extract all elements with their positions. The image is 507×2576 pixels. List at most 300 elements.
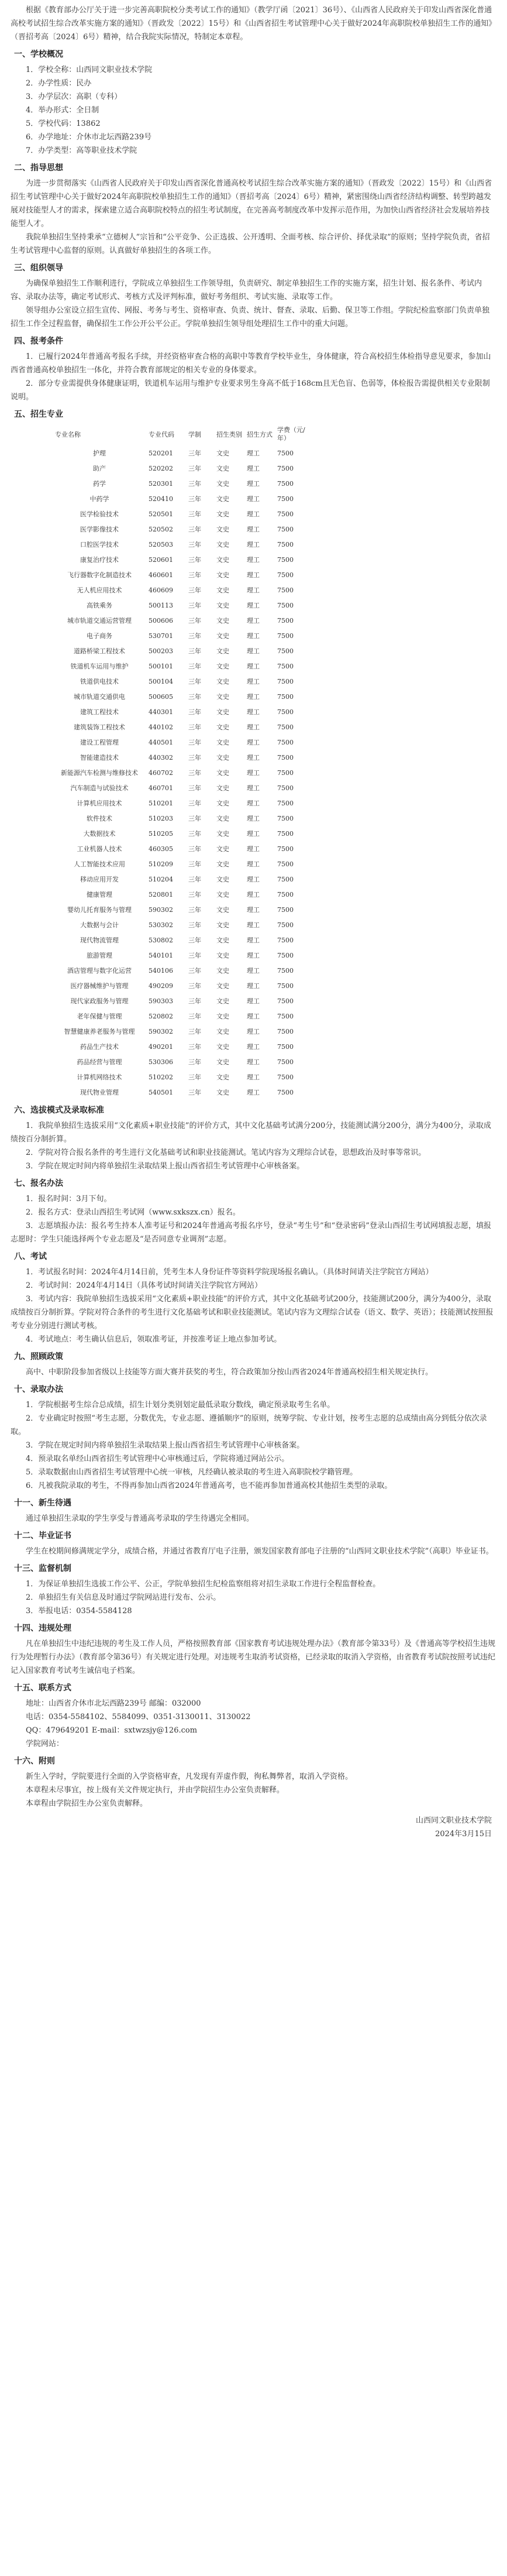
table-cell: 500605	[149, 692, 173, 701]
table-cell: 7500	[277, 632, 294, 640]
table-cell: 文史	[216, 632, 229, 640]
header-cell: 学费（元/年）	[277, 426, 305, 442]
table-cell: 7500	[277, 951, 294, 959]
table-cell: 理工	[247, 1058, 260, 1066]
table-cell: 理工	[247, 997, 260, 1005]
table-cell: 7500	[277, 464, 294, 472]
table-cell: 理工	[247, 800, 260, 807]
table-cell: 计算机应用技术	[77, 800, 122, 807]
table-cell: 7500	[277, 753, 294, 762]
section-benefits	[11, 1497, 496, 1525]
table-cell: 文史	[216, 495, 229, 503]
table-cell: 460601	[149, 571, 173, 579]
table-cell: 460702	[149, 769, 173, 777]
table-cell: 7500	[277, 495, 294, 503]
table-cell: 7500	[277, 586, 294, 594]
table-cell: 文史	[216, 937, 229, 944]
header-cell: 招生类别	[216, 431, 242, 438]
table-cell: 7500	[277, 692, 294, 701]
table-cell: 三年	[188, 1043, 201, 1051]
table-cell: 文史	[216, 663, 229, 670]
table-cell: 530802	[149, 936, 173, 944]
table-cell: 三年	[188, 739, 201, 746]
table-cell: 7500	[277, 601, 294, 609]
table-cell: 建筑装饰工程技术	[74, 723, 125, 731]
table-cell: 文史	[216, 891, 229, 898]
table-row	[53, 674, 315, 689]
table-row	[53, 643, 315, 658]
table-cell: 理工	[247, 876, 260, 883]
table-cell: 电子商务	[87, 632, 112, 640]
table-cell: 三年	[188, 952, 201, 959]
table-cell: 460305	[149, 845, 173, 853]
table-cell: 三年	[188, 1013, 201, 1020]
paragraph: 2．部分专业需提供身体健康证明，铁道机车运用与维护专业要求男生身高不低于168cm且无色盲、色弱等，体检报告需提供相关专业限制说明。	[11, 379, 490, 402]
table-row	[53, 765, 315, 780]
table-cell: 三年	[188, 769, 201, 777]
table-cell: 理工	[247, 678, 260, 685]
table-row	[53, 476, 315, 491]
section-supplementary	[11, 1755, 496, 1810]
table-cell: 康复治疗技术	[80, 556, 119, 564]
table-cell: 510203	[149, 814, 173, 822]
table-cell: 三年	[188, 1089, 201, 1096]
table-cell: 理工	[247, 541, 260, 548]
table-cell: 建筑工程技术	[80, 708, 119, 716]
paragraph: 3．学院在规定时间内将单独招生录取结果上报山西省招生考试管理中心审核备案。	[26, 1162, 305, 1171]
table-cell: 文史	[216, 450, 229, 457]
table-cell: 7500	[277, 555, 294, 564]
table-cell: 新能源汽车检测与维修技术	[61, 769, 138, 777]
table-cell: 文史	[216, 815, 229, 822]
table-cell: 理工	[247, 708, 260, 716]
table-cell: 文史	[216, 617, 229, 625]
table-row	[53, 872, 315, 887]
table-cell: 三年	[188, 708, 201, 716]
section-guiding-ideology	[11, 162, 496, 258]
table-cell: 文史	[216, 769, 229, 777]
table-cell: 三年	[188, 906, 201, 914]
table-cell: 7500	[277, 647, 294, 655]
majors-table-body	[53, 445, 315, 1100]
table-cell: 药品经营与管理	[77, 1058, 122, 1066]
table-cell: 文史	[216, 1089, 229, 1096]
table-cell: 三年	[188, 526, 201, 533]
table-cell: 三年	[188, 556, 201, 564]
table-cell: 高铁乘务	[87, 602, 112, 609]
table-row	[53, 1085, 315, 1100]
table-cell: 文史	[216, 952, 229, 959]
table-cell: 7500	[277, 540, 294, 548]
table-cell: 7500	[277, 1042, 294, 1051]
paragraph: 3．考试内容：我院单独招生选拔采用“文化素质+职业技能”的评价方式，其中文化基础考试200分，技能测试200分，满分为400分，录取成绩按百分制折算。学院对符合条件的考生进行文化基础考试和职业技能测试。笔试内容为文理综合试卷（语文、数学、英语）；技能测试按照报考专业分别进行测试考核。	[11, 1295, 494, 1330]
table-cell: 理工	[247, 815, 260, 822]
table-cell: 三年	[188, 921, 201, 929]
table-cell: 510201	[149, 799, 173, 807]
table-cell: 文史	[216, 739, 229, 746]
table-cell: 理工	[247, 967, 260, 975]
list-item: 7．办学类型：高等职业技术学院	[26, 146, 137, 155]
section-organization	[11, 262, 496, 331]
table-cell: 理工	[247, 480, 260, 488]
table-cell: 520410	[149, 495, 173, 503]
table-row	[53, 1069, 315, 1085]
table-cell: 计算机网络技术	[77, 1073, 122, 1081]
table-cell: 酒店管理与数字化运营	[67, 967, 132, 975]
table-cell: 7500	[277, 616, 294, 625]
table-cell: 文史	[216, 541, 229, 548]
table-cell: 理工	[247, 450, 260, 457]
table-row	[53, 1054, 315, 1069]
table-row	[53, 963, 315, 978]
table-cell: 理工	[247, 784, 260, 792]
table-cell: 文史	[216, 876, 229, 883]
table-cell: 理工	[247, 754, 260, 762]
table-cell: 理工	[247, 906, 260, 914]
header-cell: 专业代码	[149, 431, 174, 438]
paragraph: 学生在校期间修满规定学分，成绩合格，并通过省教育厅电子注册，颁发国家教育部电子注册的“山西同文职业技术学院”（高职）毕业证书。	[26, 1547, 494, 1556]
table-cell: 500104	[149, 677, 173, 685]
table-cell: 510209	[149, 860, 173, 868]
table-cell: 智能建造技术	[80, 754, 119, 762]
table-cell: 三年	[188, 800, 201, 807]
section-title: 十四、违规处理	[14, 1624, 71, 1633]
section-title: 九、照顾政策	[14, 1352, 63, 1361]
list-item: 6．办学地址：介休市北坛西路239号	[26, 133, 152, 142]
section-title: 十二、毕业证书	[14, 1531, 71, 1541]
table-cell: 老年保健与管理	[77, 1013, 122, 1020]
table-cell: 助产	[93, 465, 106, 472]
paragraph: 为进一步贯彻落实《山西省人民政府关于印发山西省深化普通高校考试招生综合改革实施方案的通知》（晋政发〔2022〕15号）和《山西省招生考试管理中心关于做好2024年高职院校单独招生工作的通知》（晋招考高〔2024〕6号）精神，紧密围绕山西省经济结构调整、转型跨越发展对技能型人才的需求，探索建立适合高职院校特点的招生考试制度，在完善高考制度改革中发挥示范作用，为加快山西省经济社会发展培养技能型人才。	[11, 179, 492, 228]
table-cell: 城市轨道交通供电	[74, 693, 125, 701]
table-cell: 文史	[216, 602, 229, 609]
table-cell: 文史	[216, 556, 229, 564]
table-row	[53, 841, 315, 856]
paragraph: 我院单独招生坚持秉承“立德树人”宗旨和“公平竞争、公正选拔、公开透明、全面考核、综合评价、择优录取”的原则；坚持学院负责，省招生考试管理中心监督的原则。认真做好单独招生的各项工作。	[11, 233, 490, 255]
table-cell: 文史	[216, 678, 229, 685]
table-row	[53, 522, 315, 537]
table-row	[53, 552, 315, 567]
table-cell: 理工	[247, 1073, 260, 1081]
table-cell: 7500	[277, 510, 294, 518]
section-title: 四、报考条件	[14, 337, 63, 346]
table-row	[53, 506, 315, 522]
table-cell: 婴幼儿托育服务与管理	[67, 906, 132, 914]
table-cell: 7500	[277, 449, 294, 457]
table-cell: 文史	[216, 723, 229, 731]
section-title: 十三、监督机制	[14, 1564, 71, 1573]
list-item: 5．学校代码：13862	[26, 119, 101, 128]
table-cell: 医学检验技术	[80, 510, 119, 518]
table-cell: 理工	[247, 739, 260, 746]
table-cell: 7500	[277, 479, 294, 488]
table-cell: 大数据与会计	[80, 921, 119, 929]
table-cell: 7500	[277, 875, 294, 883]
table-cell: 490209	[149, 982, 173, 990]
table-cell: 三年	[188, 632, 201, 640]
table-cell: 文史	[216, 465, 229, 472]
table-cell: 理工	[247, 632, 260, 640]
table-cell: 药学	[93, 480, 106, 488]
table-cell: 三年	[188, 693, 201, 701]
table-row	[53, 1009, 315, 1024]
table-row	[53, 461, 315, 476]
section-school-overview	[11, 48, 496, 157]
table-cell: 护理	[93, 450, 106, 457]
paragraph: 为确保单独招生工作顺利进行，学院成立单独招生工作领导组，负责研究、制定单独招生工作的实施方案，招生计划、报名条件、考试内容、录取办法等，确定考试形式、考核方式及评判标准，做好考务组织、考试实施、录取等工作。	[11, 279, 482, 301]
table-cell: 文史	[216, 526, 229, 533]
paragraph: 通过单独招生录取的学生享受与普通高考录取的学生待遇完全相同。	[26, 1514, 254, 1523]
table-cell: 三年	[188, 678, 201, 685]
table-cell: 520801	[149, 890, 173, 898]
table-cell: 工业机器人技术	[77, 845, 122, 853]
table-cell: 440102	[149, 723, 173, 731]
table-cell: 理工	[247, 510, 260, 518]
table-cell: 三年	[188, 602, 201, 609]
table-cell: 520503	[149, 540, 173, 548]
table-cell: 理工	[247, 723, 260, 731]
table-cell: 理工	[247, 663, 260, 670]
table-cell: 7500	[277, 571, 294, 579]
section-policy	[11, 1350, 496, 1379]
table-cell: 人工智能技术应用	[74, 860, 125, 868]
table-cell: 文史	[216, 784, 229, 792]
header-cell: 学制	[188, 431, 201, 438]
table-cell: 铁道机车运用与维护	[70, 663, 129, 670]
table-cell: 城市轨道交通运营管理	[67, 617, 132, 625]
table-cell: 三年	[188, 510, 201, 518]
table-cell: 文史	[216, 845, 229, 853]
table-cell: 三年	[188, 937, 201, 944]
paragraph: 高中、中职阶段参加省级以上技能等方面大赛并获奖的考生，符合政策加分按山西省2024年普通高校招生相关规定执行。	[26, 1368, 433, 1377]
contact-qq-email: QQ：479649201 E-mail：sxtwzsjy@126.com	[26, 1726, 198, 1735]
table-cell: 7500	[277, 677, 294, 685]
table-row	[53, 1039, 315, 1054]
table-cell: 三年	[188, 845, 201, 853]
table-cell: 理工	[247, 952, 260, 959]
table-cell: 理工	[247, 1043, 260, 1051]
table-cell: 大数据技术	[83, 830, 116, 838]
table-cell: 7500	[277, 1027, 294, 1035]
table-row	[53, 704, 315, 719]
table-cell: 理工	[247, 860, 260, 868]
section-eligibility	[11, 335, 496, 404]
table-cell: 中药学	[89, 495, 109, 503]
table-row	[53, 491, 315, 506]
contact-website: 学院网站：	[26, 1740, 64, 1748]
section-majors	[11, 408, 496, 1100]
table-cell: 510204	[149, 875, 173, 883]
table-cell: 理工	[247, 647, 260, 655]
table-cell: 文史	[216, 997, 229, 1005]
table-cell: 三年	[188, 876, 201, 883]
paragraph: 3．学院在规定时间内将单独招生录取结果上报山西省招生考试管理中心审核备案。	[26, 1441, 305, 1450]
table-row	[53, 567, 315, 582]
table-cell: 软件技术	[87, 815, 112, 822]
table-cell: 三年	[188, 830, 201, 838]
table-cell: 三年	[188, 586, 201, 594]
table-cell: 文史	[216, 510, 229, 518]
paragraph: 3．举报电话：0354-5584128	[26, 1607, 132, 1615]
table-cell: 文史	[216, 647, 229, 655]
table-cell: 三年	[188, 967, 201, 975]
table-cell: 理工	[247, 602, 260, 609]
signature-date: 2024年3月15日	[435, 1830, 492, 1838]
table-header-row	[53, 423, 315, 445]
table-cell: 文史	[216, 1073, 229, 1081]
table-cell: 460609	[149, 586, 173, 594]
table-cell: 7500	[277, 708, 294, 716]
table-row	[53, 887, 315, 902]
table-cell: 7500	[277, 662, 294, 670]
table-cell: 理工	[247, 465, 260, 472]
table-cell: 510205	[149, 829, 173, 838]
table-cell: 飞行器数字化制造技术	[67, 571, 132, 579]
section-exam	[11, 1250, 496, 1346]
table-cell: 文史	[216, 800, 229, 807]
table-cell: 7500	[277, 890, 294, 898]
section-contact	[11, 1682, 496, 1751]
paragraph: 4．考试地点：考生确认信息后，领取准考证，并按准考证上地点参加考试。	[26, 1335, 282, 1344]
table-cell: 440302	[149, 753, 173, 762]
table-cell: 文史	[216, 906, 229, 914]
table-row	[53, 780, 315, 795]
table-cell: 汽车制造与试验技术	[70, 784, 129, 792]
table-cell: 健康管理	[87, 891, 112, 898]
table-cell: 理工	[247, 1028, 260, 1035]
table-cell: 440501	[149, 738, 173, 746]
table-cell: 7500	[277, 982, 294, 990]
table-cell: 7500	[277, 738, 294, 746]
table-cell: 理工	[247, 617, 260, 625]
table-cell: 铁道供电技术	[80, 678, 119, 685]
table-row	[53, 811, 315, 826]
table-cell: 现代物业管理	[80, 1089, 119, 1096]
table-row	[53, 993, 315, 1009]
table-cell: 理工	[247, 769, 260, 777]
contact-phone: 电话：0354-5584102、5584099、0351-3130011、3130022	[26, 1713, 251, 1721]
table-cell: 理工	[247, 556, 260, 564]
table-row	[53, 582, 315, 598]
table-cell: 建设工程管理	[80, 739, 119, 746]
table-row	[53, 613, 315, 628]
table-row	[53, 856, 315, 872]
paragraph: 1．报名时间：3月下旬。	[26, 1195, 112, 1203]
section-admission	[11, 1383, 496, 1493]
table-cell: 520802	[149, 1012, 173, 1020]
table-cell: 三年	[188, 1073, 201, 1081]
paragraph: 6．凡被我院录取的考生，不得再参加山西省2024年普通高考，也不能再参加普通高校其他招生类型的录取。	[26, 1481, 392, 1490]
table-cell: 7500	[277, 769, 294, 777]
table-cell: 道路桥梁工程技术	[74, 647, 125, 655]
table-cell: 三年	[188, 571, 201, 579]
section-title: 三、组织领导	[14, 263, 63, 273]
table-cell: 7500	[277, 905, 294, 914]
table-cell: 三年	[188, 982, 201, 990]
table-cell: 文史	[216, 693, 229, 701]
table-cell: 三年	[188, 815, 201, 822]
table-cell: 520201	[149, 449, 173, 457]
paragraph: 2．学院对符合报名条件的考生进行文化基础考试和职业技能测试。笔试内容为文理综合试卷，思想政治及时事等常识。	[26, 1148, 426, 1157]
table-cell: 现代物流管理	[80, 937, 119, 944]
table-cell: 三年	[188, 784, 201, 792]
table-cell: 理工	[247, 982, 260, 990]
table-cell: 现代家政服务与管理	[70, 997, 129, 1005]
table-row	[53, 719, 315, 735]
table-cell: 文史	[216, 480, 229, 488]
table-cell: 理工	[247, 495, 260, 503]
paragraph: 凡在单独招生中违纪违规的考生及工作人员，严格按照教育部《国家教育考试违规处理办法》（教育部令第33号）及《普通高等学校招生违规行为处理暂行办法》（教育部令第36号）有关规定进行处理。对违规考生取消考试资格，已经录取的取消入学资格，由省教育考试院按照考试违纪记入国家教育考试考生诚信电子档案。	[11, 1639, 496, 1675]
paragraph: 本章程未尽事宜，按上级有关文件规定执行，并由学院招生办公室负责解释。	[26, 1786, 285, 1795]
section-title: 二、指导思想	[14, 163, 63, 173]
table-cell: 520502	[149, 525, 173, 533]
list-item: 1．学校全称：山西同文职业技术学院	[26, 66, 153, 74]
section-title: 六、选拔模式及录取标准	[14, 1106, 104, 1115]
paragraph: 5．录取数据由山西省招生考试管理中心统一审核，凡经确认被录取的考生进入高职院校学籍管理。	[26, 1468, 358, 1477]
table-cell: 520301	[149, 479, 173, 488]
table-cell: 文史	[216, 586, 229, 594]
table-cell: 理工	[247, 921, 260, 929]
table-cell: 移动应用开发	[80, 876, 119, 883]
paragraph: 2．报名方式：登录山西招生考试网（www.sxkszx.cn）报名。	[26, 1208, 240, 1217]
table-cell: 理工	[247, 693, 260, 701]
table-cell: 文史	[216, 571, 229, 579]
table-cell: 文史	[216, 1043, 229, 1051]
table-cell: 530302	[149, 921, 173, 929]
table-row	[53, 917, 315, 932]
table-cell: 520202	[149, 464, 173, 472]
table-cell: 7500	[277, 1012, 294, 1020]
table-cell: 文史	[216, 754, 229, 762]
table-row	[53, 978, 315, 993]
table-cell: 三年	[188, 450, 201, 457]
table-cell: 7500	[277, 1073, 294, 1081]
table-cell: 590302	[149, 905, 173, 914]
majors-table	[53, 423, 315, 1100]
table-cell: 7500	[277, 799, 294, 807]
section-title: 十六、附则	[14, 1757, 55, 1766]
table-cell: 三年	[188, 465, 201, 472]
section-title: 七、报名办法	[14, 1179, 63, 1188]
table-cell: 三年	[188, 647, 201, 655]
paragraph: 3．志愿填报办法：报名考生持本人准考证号和2024年普通高考报名序号，登录“考生号”和“登录密码”登录山西招生考试网填报志愿，填报志愿时：学生只能选择两个专业志愿及“是否同意专业调剂”志愿。	[11, 1222, 491, 1244]
table-cell: 7500	[277, 784, 294, 792]
table-cell: 理工	[247, 830, 260, 838]
table-cell: 理工	[247, 937, 260, 944]
table-cell: 医疗器械维护与管理	[70, 982, 129, 990]
section-title: 五、招生专业	[14, 410, 63, 419]
table-row	[53, 445, 315, 461]
paragraph: 1．学院根据考生综合总成绩，招生计划分类别划定最低录取分数线，确定预录取考生名单。	[26, 1401, 335, 1409]
table-row	[53, 658, 315, 674]
section-supervision	[11, 1562, 496, 1618]
table-cell: 500203	[149, 647, 173, 655]
paragraph: 领导组办公室设立招生宣传、网报、考务与考生、资格审查、负责、统计、督查、录取、后勤、保卫等工作组。学院纪检监察部门负责单独招生工作全过程监督，确保招生工作公开公平公正。学院单独招生领导组处理招生工作中的重大问题。	[11, 306, 490, 328]
intro-paragraph: 根据《教育部办公厅关于进一步完善高职院校分类考试工作的通知》（教学厅函〔2021〕36号）、《山西省人民政府关于印发山西省深化普通高校考试招生综合改革实施方案的通知》（晋政发〔2022〕15号）和《山西省招生考试管理中心关于做好2024年高职院校单独招生工作的通知》（晋招考高〔2024〕6号）精神，结合我院实际情况，特制定本章程。	[11, 6, 496, 42]
table-cell: 文史	[216, 982, 229, 990]
header-cell: 专业名称	[55, 431, 81, 438]
table-cell: 三年	[188, 997, 201, 1005]
paragraph: 4．预录取名单经山西省招生考试管理中心审核通过后，学院将通过网站公示。	[26, 1455, 289, 1463]
table-cell: 理工	[247, 845, 260, 853]
table-cell: 7500	[277, 936, 294, 944]
table-cell: 三年	[188, 1028, 201, 1035]
contact-address: 地址：山西省介休市北坛西路239号 邮编：032000	[26, 1699, 201, 1708]
table-cell: 文史	[216, 921, 229, 929]
table-cell: 7500	[277, 814, 294, 822]
paragraph: 2．单独招生有关信息及时通过学院网站进行发布、公示。	[26, 1593, 221, 1602]
paragraph: 1．已履行2024年普通高考报名手续，并经资格审查合格的高职中等教育学校毕业生，身体健康，符合高校招生体检指导意见要求，参加山西省普通高校单独招生一体化，并符合教育部规定的相关专业的身体要求。	[11, 352, 491, 375]
